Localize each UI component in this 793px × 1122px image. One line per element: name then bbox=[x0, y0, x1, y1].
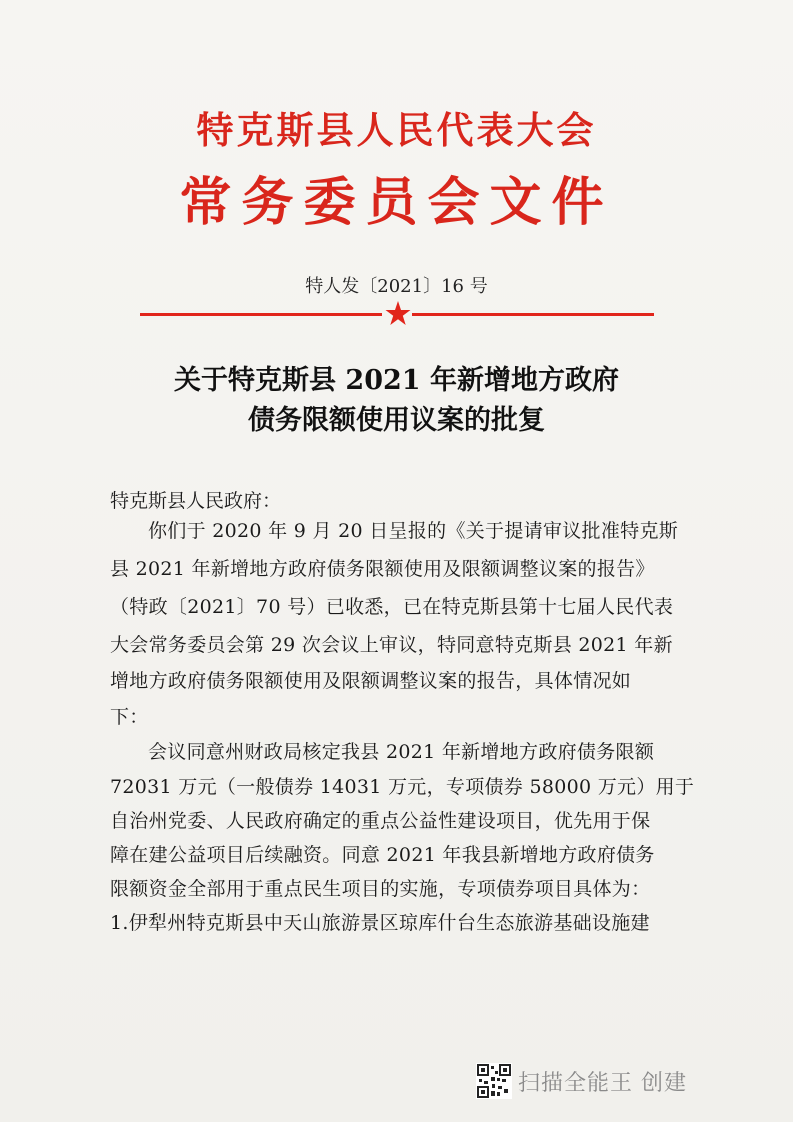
separator-line-left bbox=[140, 313, 382, 316]
body-line: 大会常务委员会第 29 次会议上审议，特同意特克斯县 2021 年新 bbox=[110, 634, 673, 656]
separator-line-right bbox=[412, 313, 654, 316]
qr-code-icon bbox=[476, 1063, 512, 1099]
star-icon bbox=[385, 300, 411, 326]
document-title-line2: 债务限额使用议案的批复 bbox=[248, 405, 545, 436]
salutation: 特克斯县人民政府： bbox=[110, 490, 282, 512]
body-line: 72031 万元（一般债券 14031 万元，专项债券 58000 万元）用于 bbox=[110, 776, 695, 798]
body-line: 障在建公益项目后续融资。同意 2021 年我县新增地方政府债务 bbox=[110, 844, 655, 866]
scanner-watermark-text: 扫描全能王 创建 bbox=[518, 1070, 687, 1096]
body-line: 县 2021 年新增地方政府债务限额使用及限额调整议案的报告》 bbox=[110, 558, 655, 580]
body-line: 增地方政府债务限额使用及限额调整议案的报告，具体情况如 bbox=[110, 670, 632, 692]
document-number: 特人发〔2021〕16 号 bbox=[305, 276, 488, 297]
body-line: 限额资金全部用于重点民生项目的实施，专项债券项目具体为： bbox=[110, 878, 651, 900]
body-line: 自治州党委、人民政府确定的重点公益性建设项目，优先用于保 bbox=[110, 810, 651, 832]
body-line: 会议同意州财政局核定我县 2021 年新增地方政府债务限额 bbox=[148, 741, 655, 763]
body-line: 下： bbox=[110, 706, 149, 728]
scanner-watermark bbox=[476, 1063, 687, 1099]
body-line: （特政〔2021〕70 号）已收悉，已在特克斯县第十七届人民代表 bbox=[110, 596, 674, 618]
issuing-committee: 常务委员会文件 bbox=[179, 172, 614, 233]
body-line: 1.伊犁州特克斯县中天山旅游景区琼库什台生态旅游基础设施建 bbox=[110, 912, 650, 934]
body-line: 你们于 2020 年 9 月 20 日呈报的《关于提请审议批准特克斯 bbox=[148, 520, 679, 542]
issuing-organization: 特克斯县人民代表大会 bbox=[196, 108, 597, 152]
document-title-line1: 关于特克斯县 2021 年新增地方政府 bbox=[174, 365, 619, 396]
